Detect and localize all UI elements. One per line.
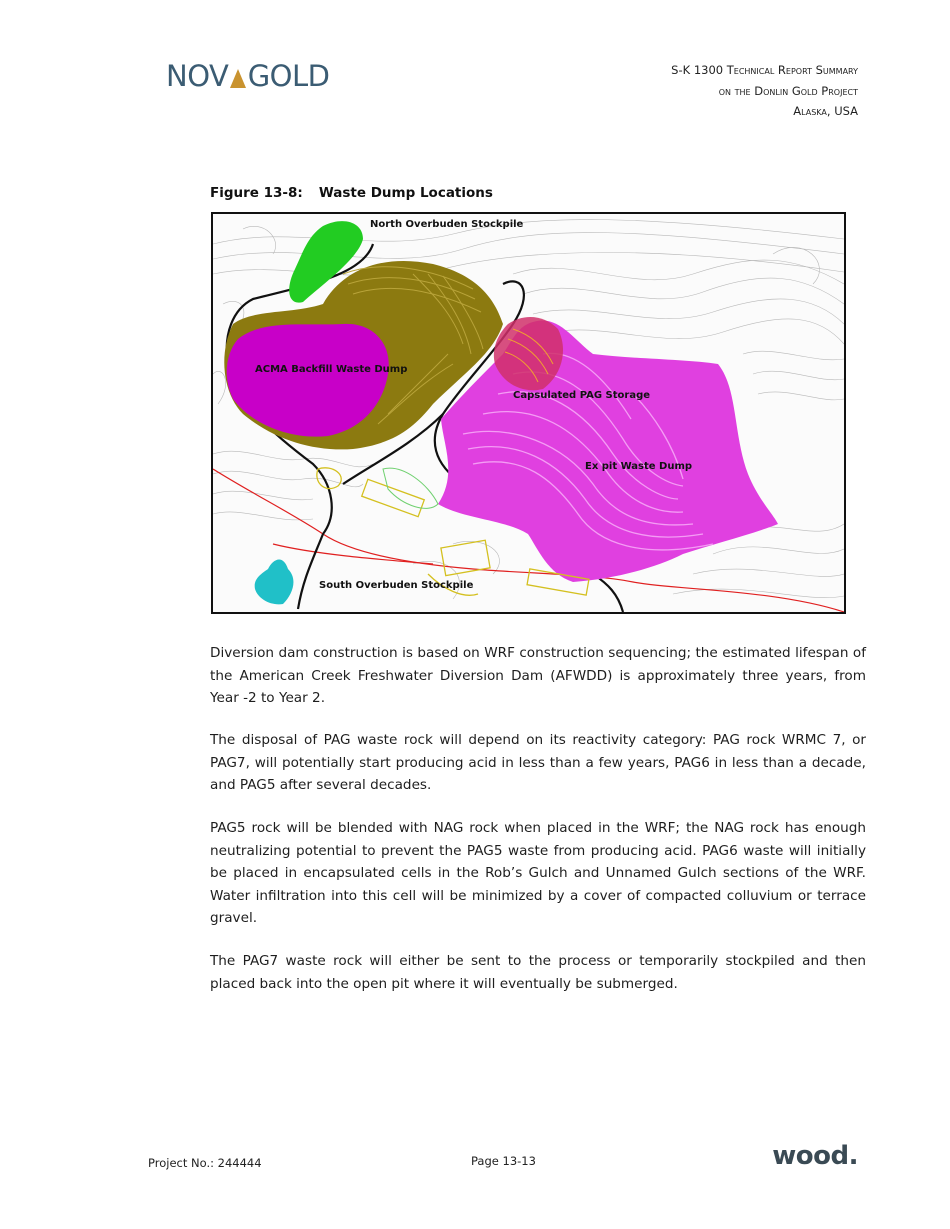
label-north-overbuden-stockpile: North Overbuden Stockpile (370, 219, 524, 230)
waste-dump-map (211, 212, 846, 614)
map-canvas (213, 214, 844, 612)
project-number: Project No.: 244444 (148, 1156, 262, 1170)
page-number: Page 13-13 (471, 1154, 536, 1168)
paragraph-pag7: The PAG7 waste rock will either be sent to the process or temporarily stockpiled and then placed back into the open pit where it will eventually be submerged. (210, 953, 866, 992)
south-overburden-stockpile (255, 560, 294, 605)
label-ex-pit-waste-dump: Ex pit Waste Dump (585, 461, 693, 472)
report-title-line3: Alaska, USA (793, 104, 858, 118)
label-south-overbuden-stockpile: South Overbuden Stockpile (319, 580, 474, 591)
paragraph-diversion-dam: Diversion dam construction is based on WRF construction sequencing; the estimated lifespan of the American Creek Freshwater Diversion Dam (AFWDD) is approximately three years, from Year -2 to Year 2. (210, 645, 866, 706)
label-capsulated-pag-storage: Capsulated PAG Storage (513, 390, 651, 401)
figure-number: Figure 13-8: (210, 185, 303, 201)
ex-pit-waste-dump (438, 320, 778, 582)
figure-title: Waste Dump Locations (318, 185, 493, 201)
wood-logo: wood. (772, 1141, 858, 1171)
paragraph-pag-disposal: The disposal of PAG waste rock will depend on its reactivity category: PAG rock WRMC 7, or PAG7, will potentially start producing acid in less than a few years, PAG6 in less than a decade, and PAG5 after several decades. (210, 732, 866, 793)
report-header (671, 60, 858, 122)
novagold-logo: NOV GOLD (166, 59, 330, 93)
report-title-line2: on the Donlin Gold Project (718, 83, 858, 98)
figure-caption (210, 185, 493, 201)
logo-triangle-mark (228, 62, 247, 91)
report-title-line1: S-K 1300 Technical Report Summary (671, 63, 858, 77)
label-acma-backfill-waste-dump: ACMA Backfill Waste Dump (255, 364, 408, 375)
paragraph-pag5-blending: PAG5 rock will be blended with NAG rock when placed in the WRF; the NAG rock has enough neutralizing potential to prevent the PAG5 waste from producing acid. PAG6 waste will initially be placed in encapsulated cells in the Rob’s Gulch and Unnamed Gulch sections of the WRF. Water infiltration into this cell will be minimized by a cover of compacted colluvium or terrace gravel. (210, 820, 866, 926)
